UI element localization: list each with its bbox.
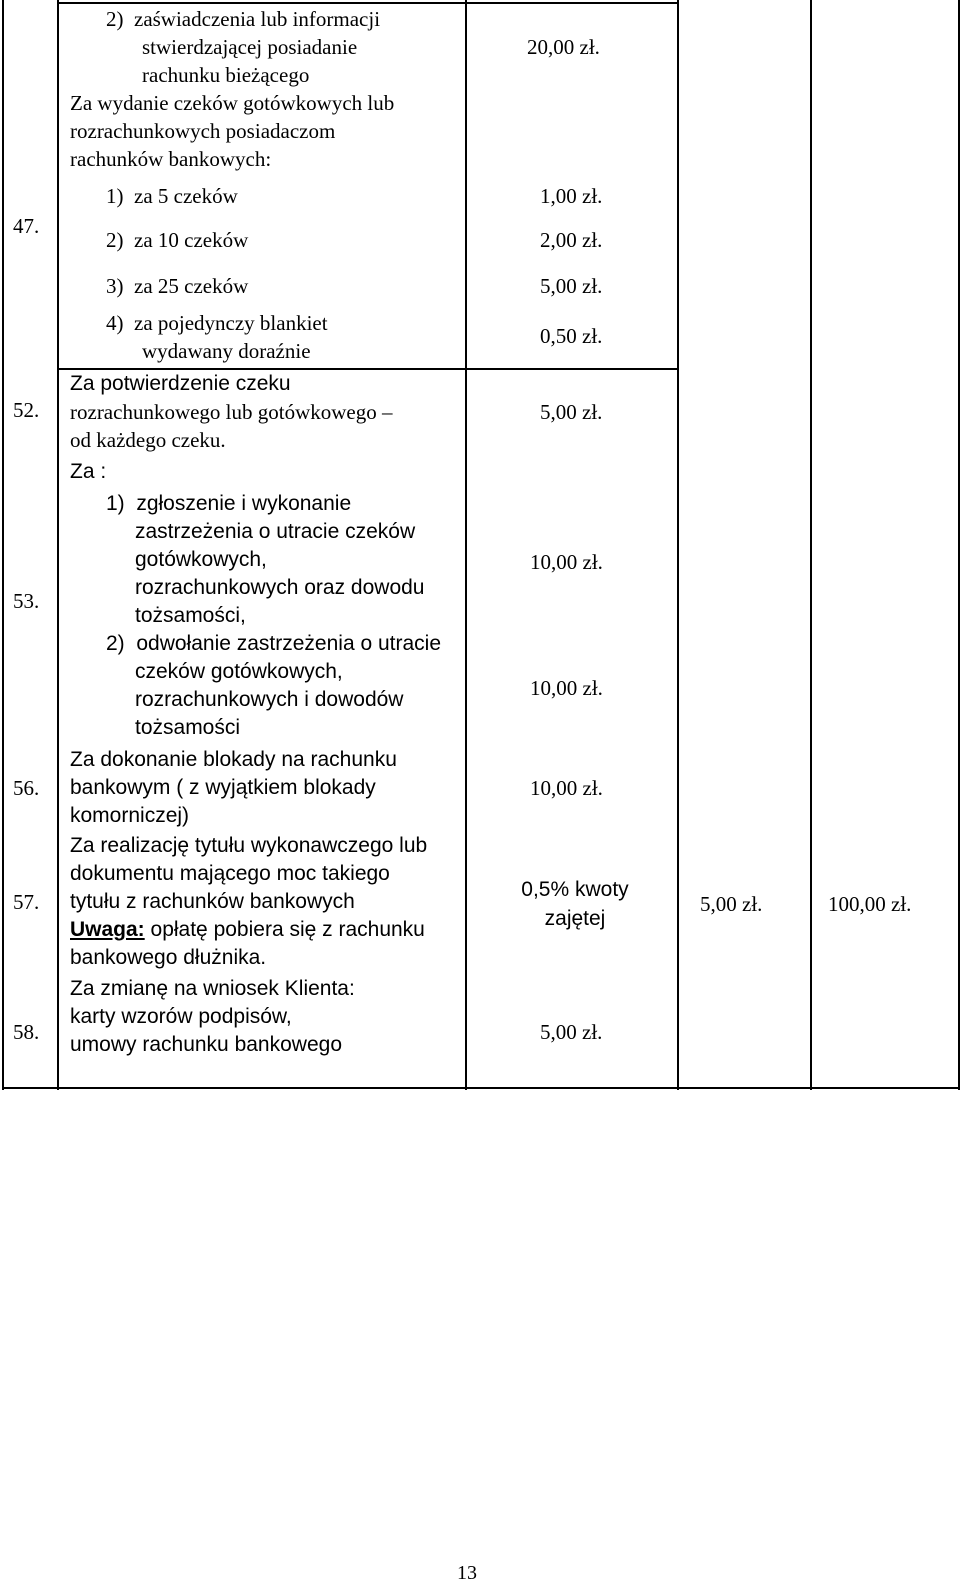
row-47-fee-c1: 1,00 zł. (540, 184, 603, 208)
row-number-56: 56. (13, 776, 40, 800)
row-47-line-a3: rachunku bieżącego (142, 63, 310, 87)
row-53-fee-1: 10,00 zł. (530, 550, 603, 574)
column-divider-min (810, 0, 812, 1090)
row-47-fee-c2: 2,00 zł. (540, 228, 603, 252)
row-47-line-b1: Za wydanie czeków gotówkowych lub (70, 91, 395, 115)
row-47-line-a1: 2) zaświadczenia lub informacji (106, 7, 381, 31)
row-53-p2-line-c: rozrachunkowych i dowodów (135, 688, 404, 711)
row-53-p1-line-c: gotówkowych, (135, 548, 267, 571)
row-53-p1-line-b: zastrzeżenia o utracie czeków (135, 520, 416, 543)
row-56-fee: 10,00 zł. (530, 776, 603, 800)
page-number: 13 (457, 1562, 477, 1584)
row-number-52: 52. (13, 398, 40, 422)
row-58-line-2: karty wzorów podpisów, (70, 1005, 292, 1028)
row-47-line-c1: 1) za 5 czeków (106, 184, 238, 208)
row-47-line-c2: 2) za 10 czeków (106, 228, 249, 252)
row-57-max-fee: 100,00 zł. (828, 892, 912, 916)
row-53-p2-line-b: czeków gotówkowych, (135, 660, 343, 683)
row-56-line-2: bankowym ( z wyjątkiem blokady (70, 776, 376, 799)
row-53-p1-line-e: tożsamości, (135, 604, 246, 627)
row-53-intro: Za : (70, 460, 107, 483)
row-47-line-c4: 4) za pojedynczy blankiet (106, 311, 328, 335)
row-57-line-4 (70, 916, 425, 944)
row-58-fee: 5,00 zł. (540, 1020, 603, 1044)
row-number-57: 57. (13, 890, 40, 914)
column-divider-fee (677, 0, 679, 1090)
column-divider-description (465, 0, 467, 1090)
column-divider-number (57, 0, 59, 1090)
row-47-line-c3: 3) za 25 czeków (106, 274, 249, 298)
row-number-47: 47. (13, 214, 40, 238)
row-47-fee-c3: 5,00 zł. (540, 274, 603, 298)
table-left-border (2, 0, 4, 1090)
row-53-p1-line-a: 1) zgłoszenie i wykonanie (106, 492, 352, 515)
row-52-line-1: Za potwierdzenie czeku (70, 372, 291, 395)
row-56-line-3: komorniczej) (70, 804, 190, 827)
row-47-line-b3: rachunków bankowych: (70, 147, 272, 171)
row-53-p2-line-d: tożsamości (135, 716, 241, 739)
row-57-line-4-text: opłatę pobiera się z rachunku (144, 918, 425, 941)
row-57-min-fee: 5,00 zł. (700, 892, 763, 916)
row-57-line-1: Za realizację tytułu wykonawczego lub (70, 834, 428, 857)
row-47-line-c5: wydawany doraźnie (142, 339, 311, 363)
row-56-line-1: Za dokonanie blokady na rachunku (70, 748, 397, 771)
uwaga-label: Uwaga: (70, 918, 145, 941)
row-57-line-2: dokumentu mającego moc takiego (70, 862, 390, 885)
row-57-line-3: tytułu z rachunków bankowych (70, 890, 355, 913)
row-47-line-a2: stwierdzającej posiadanie (142, 35, 358, 59)
row-52-line-3: od każdego czeku. (70, 428, 226, 452)
row-57-line-5: bankowego dłużnika. (70, 946, 267, 969)
row-53-fee-2: 10,00 zł. (530, 676, 603, 700)
row-53-p2-line-a: 2) odwołanie zastrzeżenia o utracie (106, 632, 442, 655)
row-58-line-1: Za zmianę na wniosek Klienta: (70, 977, 355, 1000)
row-57-fee-percent (490, 875, 660, 933)
row-57-fee-line-1: 0,5% kwoty (521, 878, 629, 901)
table-bottom-border (2, 1087, 960, 1089)
row-number-58: 58. (13, 1020, 40, 1044)
row-number-53: 53. (13, 589, 40, 613)
row-47-fee-a: 20,00 zł. (527, 35, 600, 59)
row-53-p1-line-d: rozrachunkowych oraz dowodu (135, 576, 425, 599)
inner-top-border (57, 2, 679, 4)
row-52-fee: 5,00 zł. (540, 400, 603, 424)
row-47-line-b2: rozrachunkowych posiadaczom (70, 119, 336, 143)
row-52-line-2: rozrachunkowego lub gotówkowego – (70, 400, 393, 424)
row-47-fee-c4: 0,50 zł. (540, 324, 603, 348)
row-57-fee-line-2: zajętej (544, 907, 606, 930)
row-58-line-3: umowy rachunku bankowego (70, 1033, 342, 1056)
